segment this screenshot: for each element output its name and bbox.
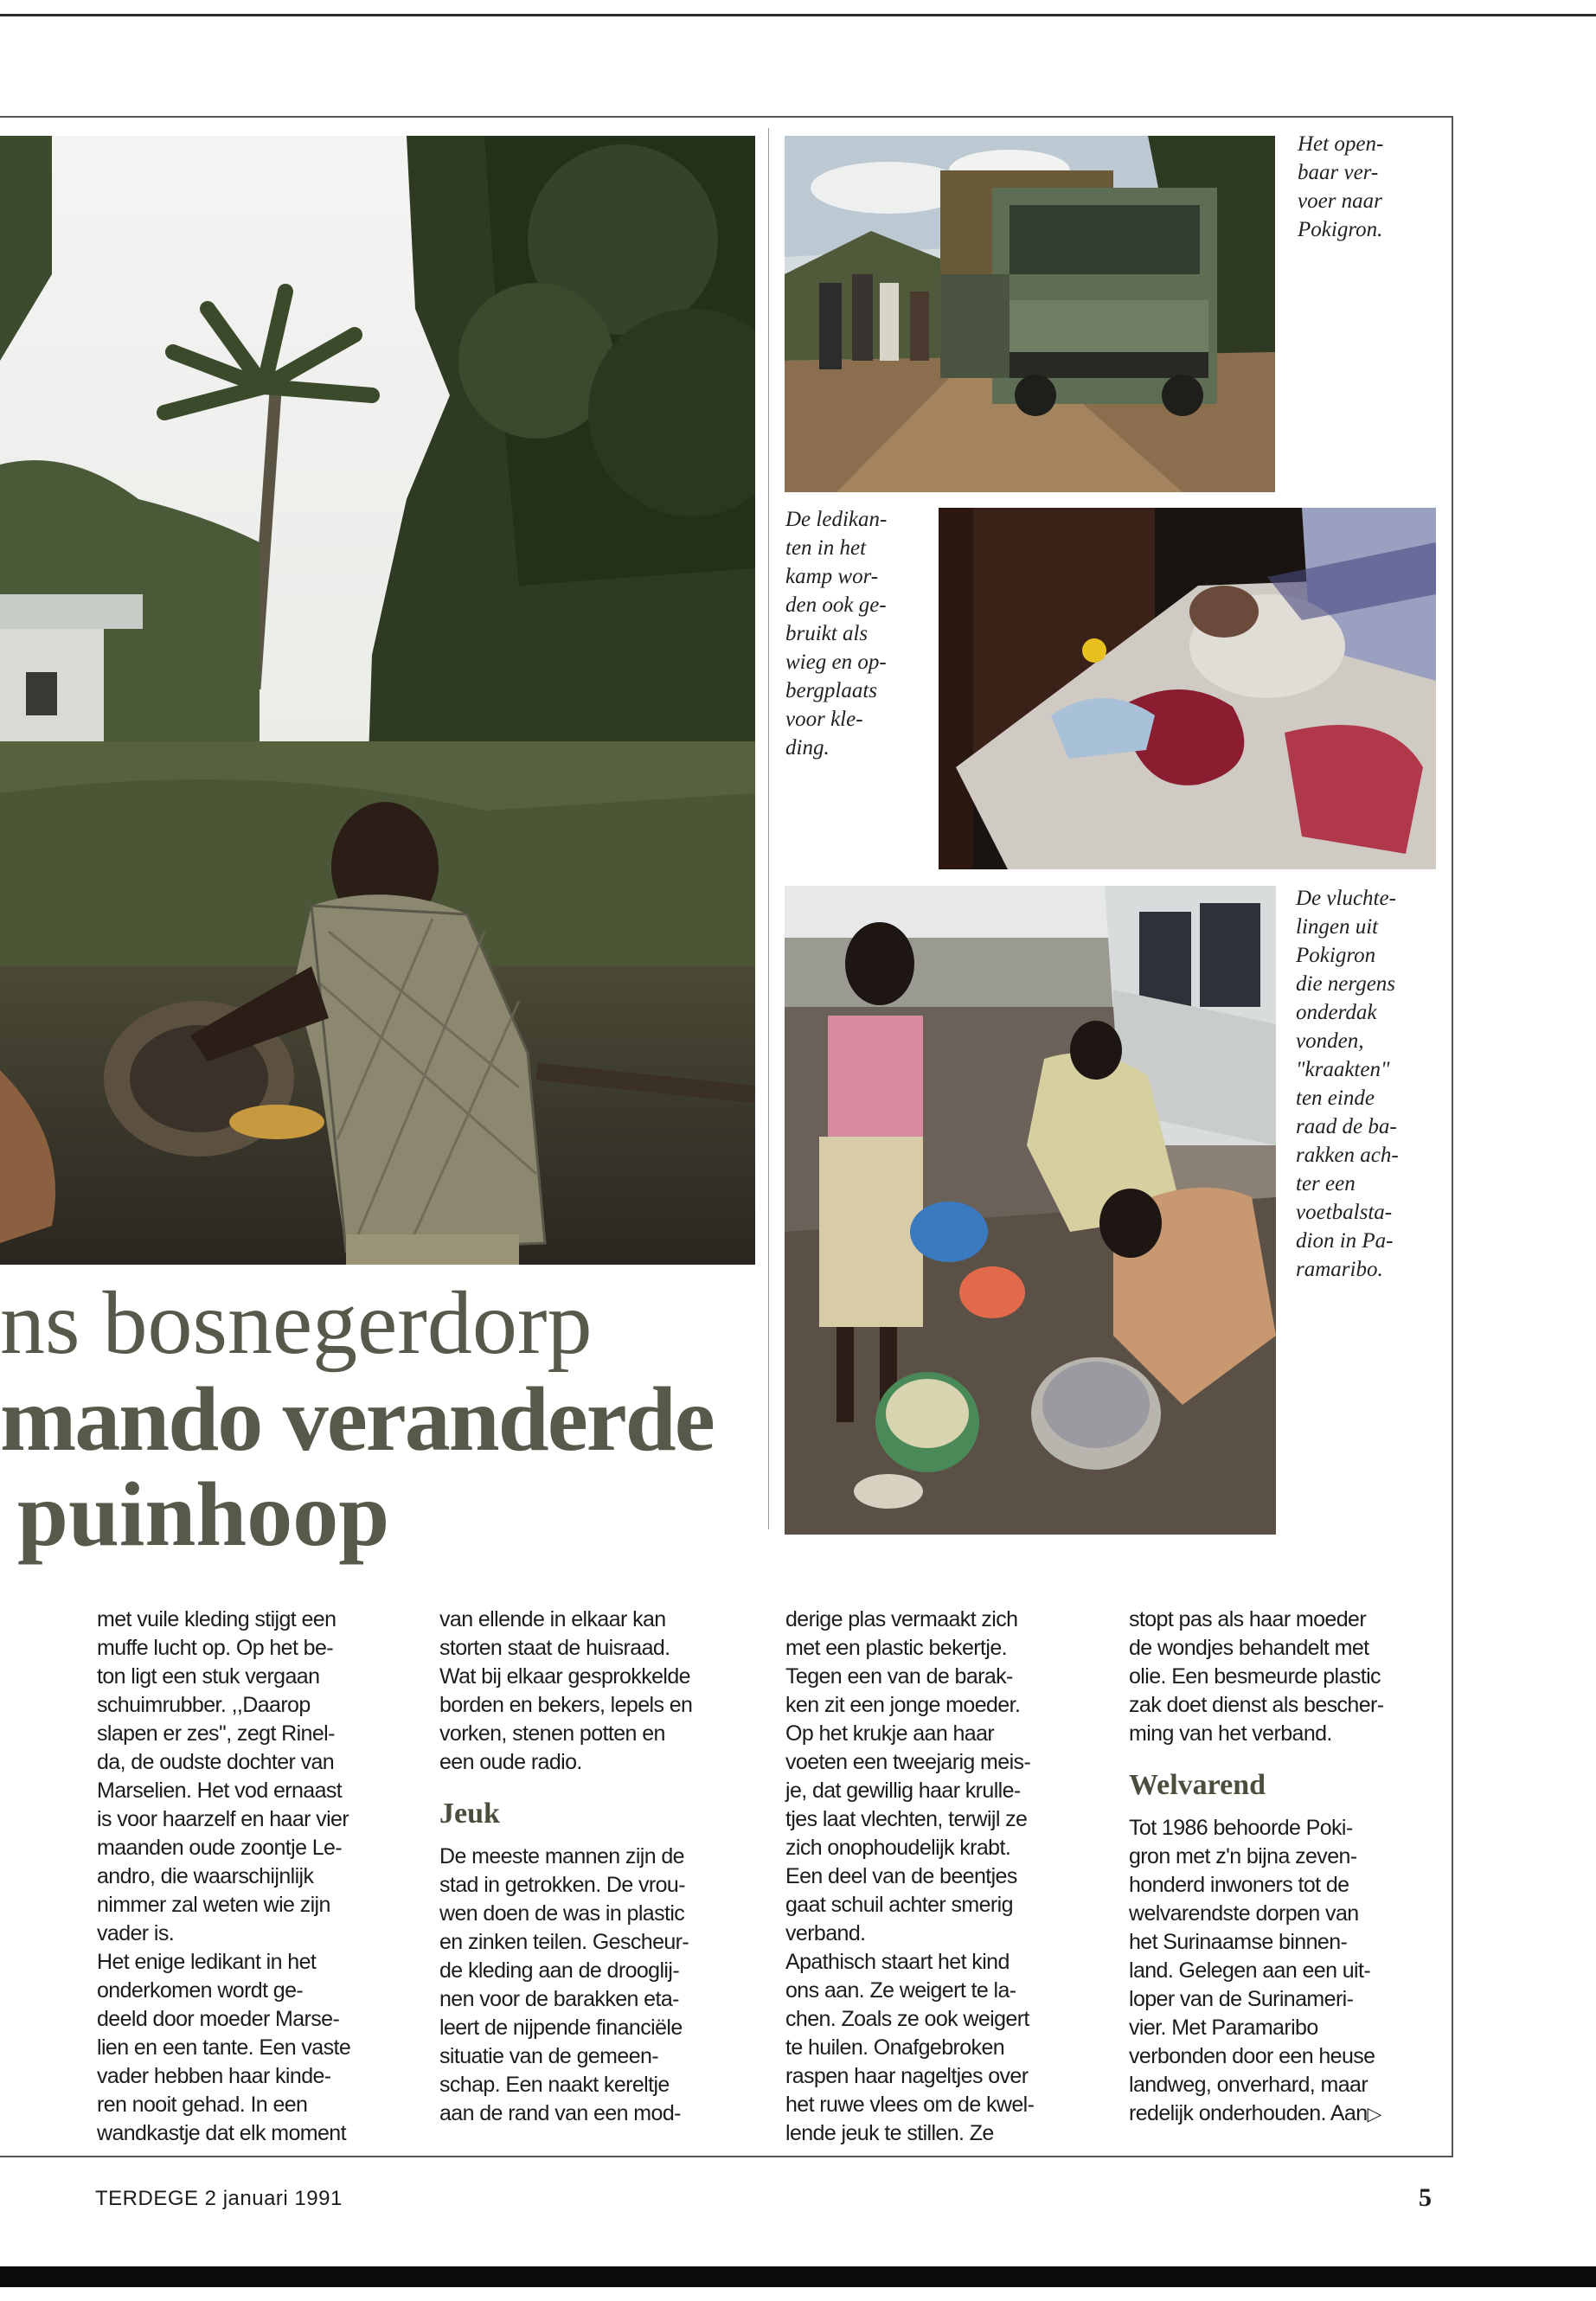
body-column-4-text-b: Tot 1986 behoorde Poki- gron met z'n bijna zeven- honderd inwoners tot de welvarendste dorpen van het Surinaamse binnen- land. Gelegen aan een uit- loper van de Surinameri- vier. Met Paramaribo verbonden door een heuse landweg, onverhard, maar redelijk onderhouden. Aan [1129,1816,1375,2125]
frame-right-line [1452,116,1453,2157]
footer-publication: TERDEGE 2 januari 1991 [95,2187,343,2210]
subhead-jeuk: Jeuk [439,1798,500,1830]
body-column-2-text-b: De meeste mannen zijn de stad in getrokken. De vrou- wen doen de was in plastic en zinken teilen. Gescheur- de kleding aan de drooglij- nen voor de barakken eta- leert de nijpende financiële situatie van de gemeen- schap. Een naakt kereltje aan de rand van een mod- [439,1844,689,2125]
bottom-black-band [0,2266,1596,2287]
photo-refugees [785,886,1276,1535]
caption-refugees: De vluchte- lingen uit Pokigron die nergens onderdak vonden, "kraakten" ten einde raad de ba- rakken ach- ter een voetbalsta- dion in Pa- ramaribo. [1296,887,1399,1281]
headline-line-2: mando veranderde [0,1368,714,1470]
body-column-4-text-a: stopt pas als haar moeder de wondjes behandelt met olie. Een besmeurde plastic zak doet dienst als bescher- ming van het verband. [1129,1607,1384,1746]
headline-line-1: ns bosnegerdorp [0,1273,593,1373]
continue-arrow-icon: ▷ [1367,2103,1382,2125]
frame-top-line [0,116,1453,118]
top-rule [0,14,1596,16]
photo-bed [939,508,1436,869]
body-column-4 [1129,1606,1449,2128]
page-number: 5 [1419,2183,1432,2212]
subhead-welvarend: Welvarend [1129,1769,1266,1801]
body-column-2-text-a: van ellende in elkaar kan storten staat de huisraad. Wat bij elkaar gesprokkelde borden en bekers, lepels en vorken, stenen potten en een oude radio. [439,1607,693,1774]
caption-bed: De ledikan- ten in het kamp wor- den ook ge- bruikt als wieg en op- bergplaats voor kle- ding. [785,508,888,760]
frame-bottom-line [0,2156,1453,2157]
photo-truck [785,136,1275,492]
caption-truck: Het open- baar ver- voer naar Pokigron. [1298,132,1384,241]
body-column-3: derige plas vermaakt zich met een plastic bekertje. Tegen een van de barak- ken zit een jonge moeder. Op het krukje aan haar voeten een tweejarig meis- je, dat gewillig haar krulle- tjes laat vlechten, terwijl ze zich onophoudelijk krabt. Een deel van de beentjes gaat schuil achter smerig verband. Apathisch staart het kind ons aan. Ze weigert te la- chen. Zoals ze ook weigert te huilen. Onafgebroken raspen haar nageltjes over het ruwe vlees om de kwel- lende jeuk te stillen. Ze [785,1607,1035,2145]
column-gutter-line [768,128,769,1529]
body-column-1: met vuile kleding stijgt een muffe lucht op. Op het be- ton ligt een stuk vergaan schuimrubber. ,,Daarop slapen er zes'', zegt Rinel- da, de oudste dochter van Marselien. Het vod ernaast is voor haarzelf en haar vier maanden oude zoontje Le- andro, die waarschijnlijk nimmer zal weten wie zijn vader is. Het enige ledikant in het onderkomen wordt ge- deeld door moeder Marse- lien en een tante. Een vaste vader hebben haar kinde- ren nooit gehad. In een wandkastje dat elk moment [97,1607,351,2145]
main-photo-village-ruins [0,136,755,1265]
headline-line-3: puinhoop [17,1464,390,1565]
body-column-2 [439,1606,768,2128]
